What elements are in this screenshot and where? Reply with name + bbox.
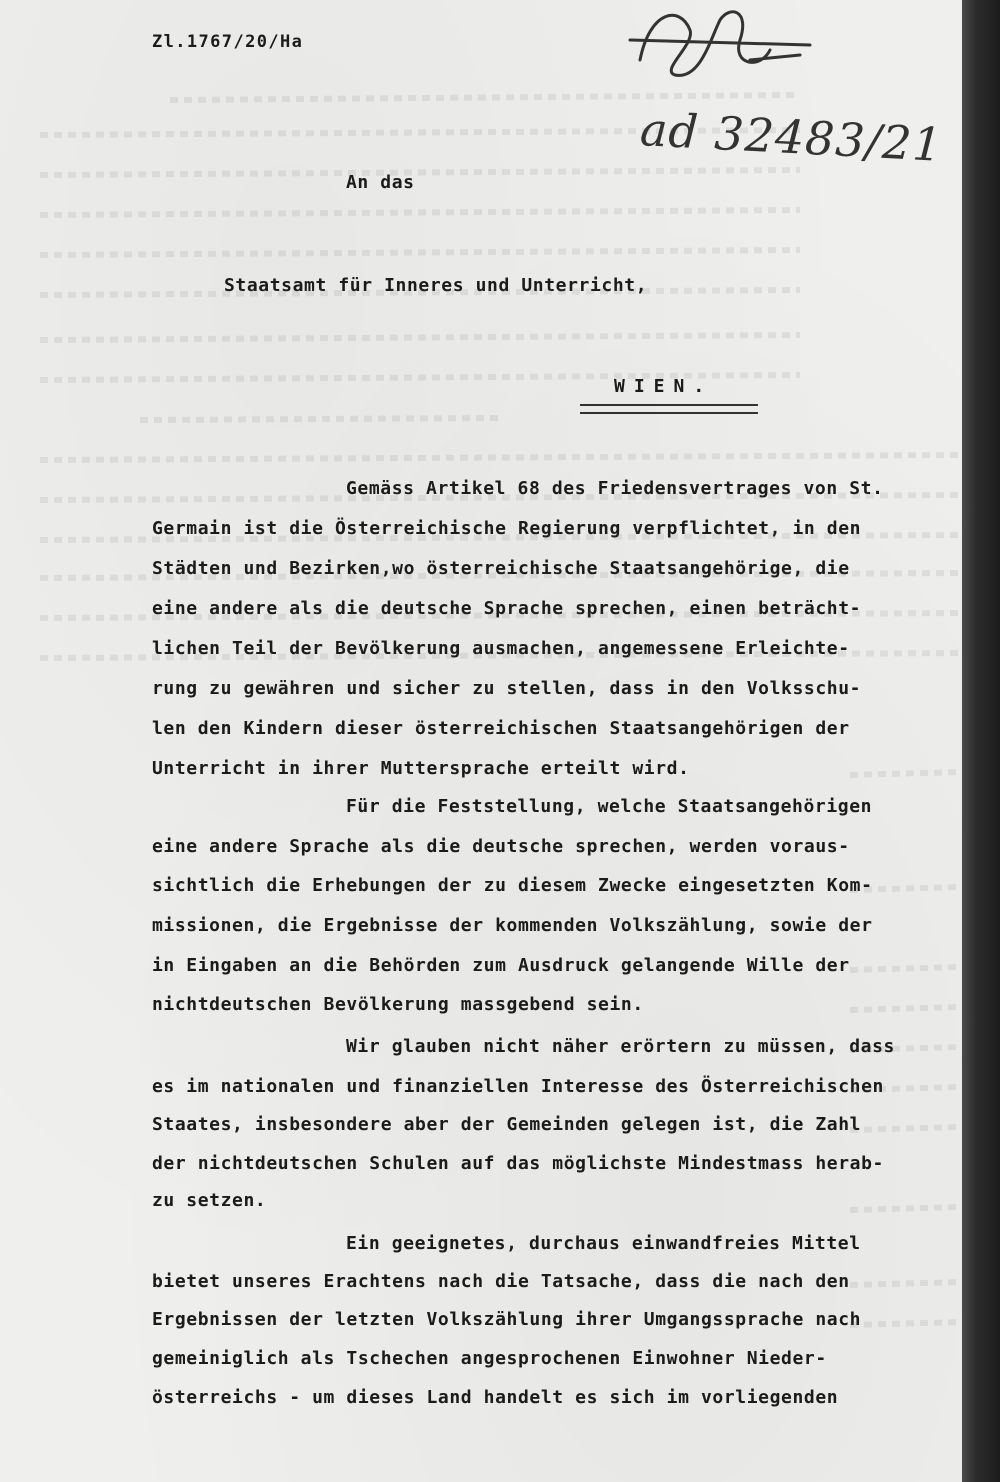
scan-edge — [962, 0, 1000, 1482]
body-line: lichen Teil der Bevölkerung ausmachen, angemessene Erleichte- — [152, 638, 850, 659]
body-line: sichtlich die Erhebungen der zu diesem Zwecke eingesetzten Kom- — [152, 875, 873, 896]
address-line-2: Staatsamt für Inneres und Unterricht, — [224, 275, 648, 296]
body-line: nichtdeutschen Bevölkerung massgebend sein. — [152, 994, 644, 1015]
body-line: Ergebnissen der letzten Volkszählung ihrer Umgangssprache nach — [152, 1309, 862, 1330]
handwritten-reference: ad 32483/21 — [638, 102, 945, 172]
body-line: Germain ist die Österreichische Regierung verpflichtet, in den — [152, 518, 862, 539]
body-line: Ein geeignetes, durchaus einwandfreies Mittel — [346, 1233, 861, 1254]
body-line: Städten und Bezirken,wo österreichische Staatsangehörige, die — [152, 558, 850, 579]
body-line: österreichs - um dieses Land handelt es sich im vorliegenden — [152, 1387, 839, 1408]
body-line: missionen, die Ergebnisse der kommenden Volkszählung, sowie der — [152, 915, 873, 936]
body-line: Unterricht in ihrer Muttersprache erteilt wird. — [152, 758, 690, 779]
body-line: es im nationalen und finanziellen Interesse des Österreichischen — [152, 1076, 884, 1097]
address-line-1: An das — [346, 172, 415, 193]
body-line: eine andere als die deutsche Sprache sprechen, einen beträcht- — [152, 598, 862, 619]
body-line: der nichtdeutschen Schulen auf das möglichste Mindestmass herab- — [152, 1153, 884, 1174]
body-line: bietet unseres Erachtens nach die Tatsache, dass die nach den — [152, 1271, 850, 1292]
body-line: gemeiniglich als Tschechen angesprochenen Einwohner Nieder- — [152, 1348, 827, 1369]
body-line: Wir glauben nicht näher erörtern zu müssen, dass — [346, 1036, 895, 1057]
body-line: Staates, insbesondere aber der Gemeinden gelegen ist, die Zahl — [152, 1114, 862, 1135]
body-line: rung zu gewähren und sicher zu stellen, dass in den Volksschu- — [152, 678, 862, 699]
body-line: Gemäss Artikel 68 des Friedensvertrages von St. — [346, 478, 884, 499]
body-line: eine andere Sprache als die deutsche sprechen, werden voraus- — [152, 836, 850, 857]
body-line: zu setzen. — [152, 1190, 267, 1211]
body-line: len den Kindern dieser österreichischen Staatsangehörigen der — [152, 718, 850, 739]
address-line-3: WIEN. — [614, 376, 714, 397]
body-line: Für die Feststellung, welche Staatsangehörigen — [346, 796, 873, 817]
body-line: in Eingaben an die Behörden zum Ausdruck gelangende Wille der — [152, 955, 850, 976]
signature-scribble — [620, 0, 820, 90]
address-underline — [580, 404, 758, 414]
reference-number: Zl.1767/20/Ha — [152, 32, 304, 52]
